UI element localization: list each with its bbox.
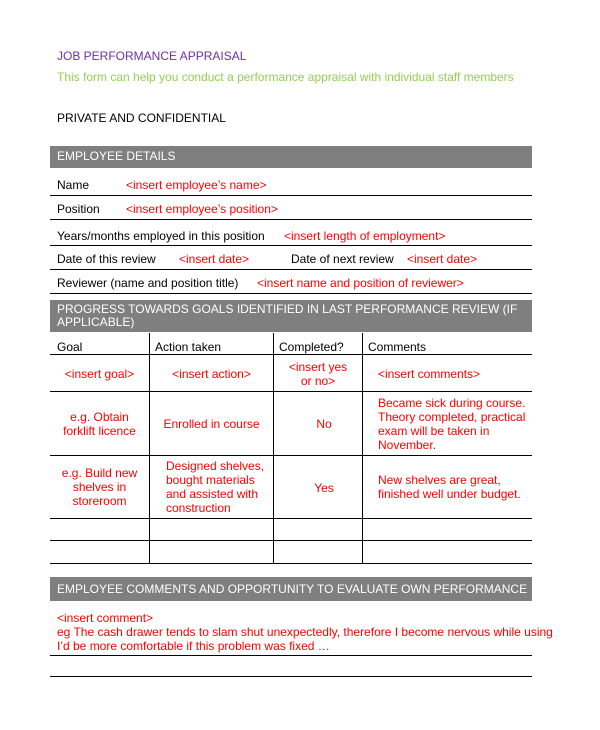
comments-cell[interactable]: New shelves are great, finished well under budget.	[378, 473, 521, 501]
comments-cell[interactable]: Became sick during course. Theory completed, practical exam will be taken in November.	[378, 396, 526, 452]
progress-heading-line2: APPLICABLE)	[57, 315, 135, 329]
goal-cell[interactable]: e.g. Build new shelves in storeroom	[61, 466, 138, 508]
completed-cell[interactable]: <insert yes or no>	[288, 360, 348, 388]
goal-cell[interactable]: e.g. Obtain forklift licence	[63, 410, 136, 438]
completed-cell[interactable]: No	[316, 417, 332, 431]
next-review-label: Date of next review	[291, 252, 394, 266]
form-title: JOB PERFORMANCE APPRAISAL	[57, 49, 247, 63]
reviewer-label: Reviewer (name and position title)	[57, 276, 239, 290]
table-divider	[50, 540, 532, 541]
table-divider	[50, 563, 532, 564]
position-placeholder[interactable]: <insert employee’s position>	[126, 202, 278, 216]
row-divider	[50, 245, 532, 246]
row-divider	[50, 269, 532, 270]
column-header-comments: Comments	[368, 340, 427, 354]
goal-cell[interactable]: <insert goal>	[64, 367, 135, 381]
name-placeholder[interactable]: <insert employee’s name>	[126, 178, 267, 192]
section-divider	[50, 655, 532, 656]
action-cell[interactable]: Enrolled in course	[163, 417, 260, 431]
table-divider	[50, 518, 532, 519]
row-divider	[50, 195, 532, 196]
completed-cell[interactable]: Yes	[314, 481, 334, 495]
column-header-action: Action taken	[155, 340, 222, 354]
comment-placeholder: <insert comment>	[57, 611, 154, 625]
confidential-label: PRIVATE AND CONFIDENTIAL	[57, 111, 226, 125]
employee-comment-area[interactable]	[57, 611, 553, 653]
table-divider	[50, 354, 532, 355]
comment-example-line2: I’d be more comfortable if this problem was fixed …	[57, 639, 330, 653]
comment-example-line1: eg The cash drawer tends to slam shut unexpectedly, therefore I become nervous while using	[57, 625, 553, 639]
action-cell[interactable]: Designed shelves, bought materials and assisted with construction	[166, 459, 265, 515]
action-cell[interactable]: <insert action>	[172, 367, 251, 381]
name-label: Name	[57, 178, 90, 192]
row-divider	[50, 219, 532, 220]
employment-length-placeholder[interactable]: <insert length of employment>	[284, 229, 446, 243]
position-label: Position	[57, 202, 100, 216]
column-divider	[362, 333, 363, 563]
employee-comments-heading: EMPLOYEE COMMENTS AND OPPORTUNITY TO EVALUATE OWN PERFORMANCE	[50, 577, 532, 601]
column-header-goal: Goal	[57, 340, 83, 354]
column-header-completed: Completed?	[279, 340, 344, 354]
section-divider	[50, 676, 532, 677]
progress-heading	[50, 300, 532, 332]
table-divider	[50, 391, 532, 392]
employee-details-heading: EMPLOYEE DETAILS	[50, 146, 532, 168]
review-date-placeholder[interactable]: <insert date>	[179, 252, 250, 266]
table-divider	[50, 455, 532, 456]
comments-cell[interactable]: <insert comments>	[378, 367, 481, 381]
reviewer-placeholder[interactable]: <insert name and position of reviewer>	[257, 276, 464, 290]
employment-length-label: Years/months employed in this position	[57, 229, 265, 243]
next-review-placeholder[interactable]: <insert date>	[407, 252, 478, 266]
row-divider	[50, 293, 532, 294]
progress-heading-line1: PROGRESS TOWARDS GOALS IDENTIFIED IN LAST PERFORMANCE REVIEW (IF	[57, 302, 518, 316]
form-subtitle: This form can help you conduct a performance appraisal with individual staff members	[57, 70, 514, 84]
review-date-label: Date of this review	[57, 252, 156, 266]
